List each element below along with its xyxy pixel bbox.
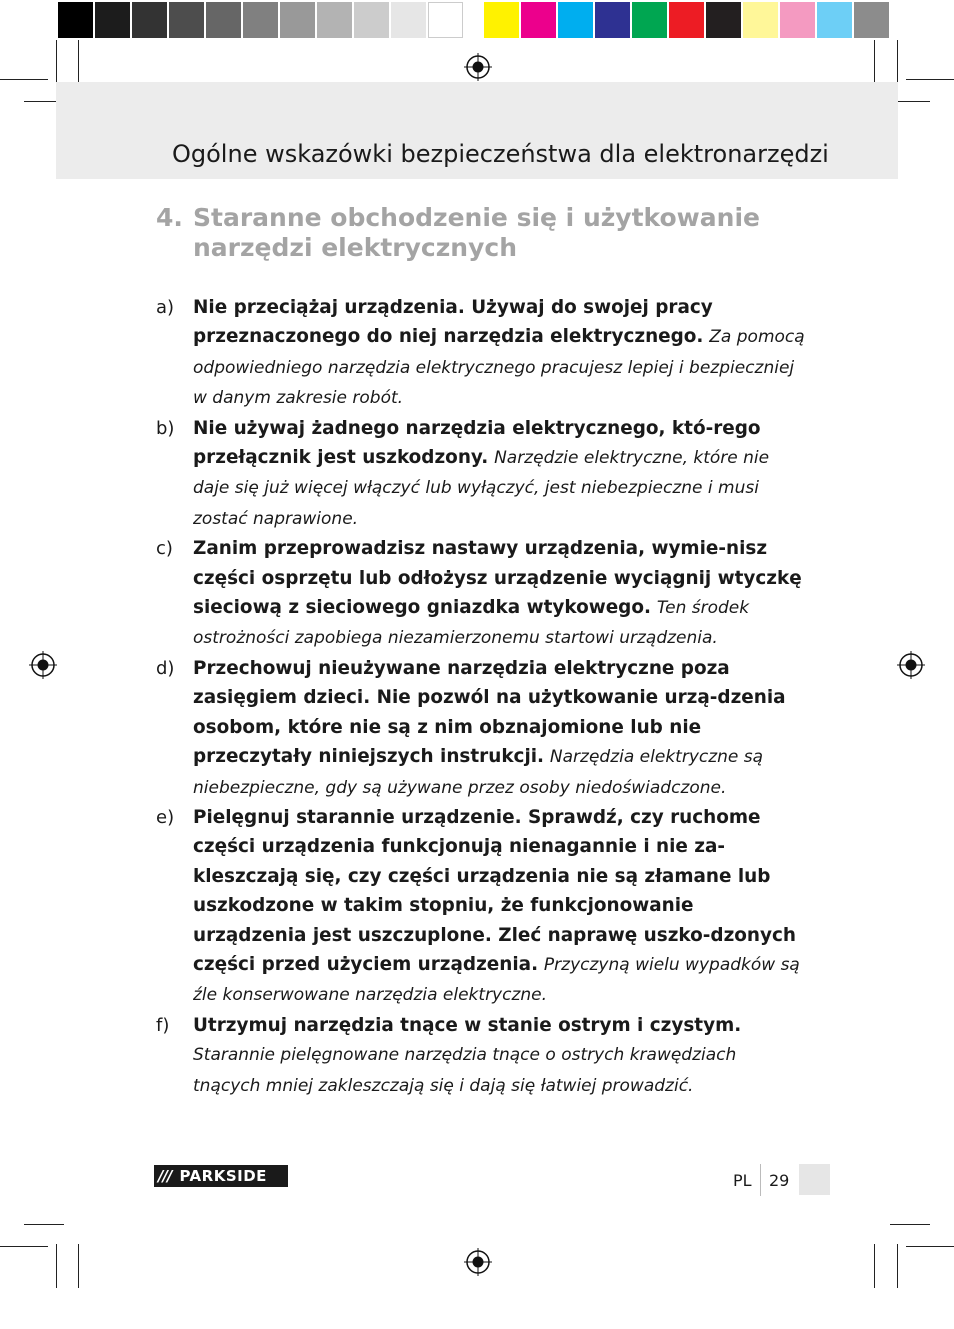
item-instruction: Przechowuj nieużywane narzędzia elektryczne poza zasięgiem dzieci. Nie pozwól na użytkowanie urzą-dzenia osobom, które nie są z nim obznajomione lub nie przeczytały niniejszych instrukcji.: [193, 657, 786, 768]
color-swatch: [854, 2, 889, 38]
color-swatch: [484, 2, 519, 38]
color-swatch: [780, 2, 815, 38]
section-number: 4.: [156, 203, 183, 232]
color-swatch: [521, 2, 556, 38]
registration-mark-icon: [464, 1248, 492, 1276]
gray-swatch: [317, 2, 352, 38]
item-instruction: Utrzymuj narzędzia tnące w stanie ostrym i czystym.: [193, 1014, 742, 1036]
logo-stripes-icon: ///: [158, 1167, 172, 1185]
list-item: [156, 654, 806, 803]
list-item: [156, 293, 806, 414]
gray-swatch: [58, 2, 93, 38]
color-calibration-bar: [484, 2, 889, 38]
list-item: [156, 534, 806, 654]
footer-divider: [760, 1164, 761, 1196]
item-instruction: Pielęgnuj starannie urządzenie. Sprawdź, czy ruchome części urządzenia funkcjonują nienagannie i nie za-kleszczają się, czy części urządzenia nie są złamane lub uszkodzone w takim stopniu, że funkcjonowanie urządzenia jest uszczuplone. Zleć naprawę uszko-dzonych części przed użyciem urządzenia.: [193, 806, 796, 975]
gray-swatch: [428, 2, 463, 38]
gray-swatch: [95, 2, 130, 38]
crop-mark: [890, 1224, 930, 1225]
item-instruction: Zanim przeprowadzisz nastawy urządzenia, wymie-nisz części osprzętu lub odłożysz urządzenie wyciągnij wtyczkę sieciową z sieciowego gniazdka wtykowego.: [193, 538, 802, 619]
crop-mark: [0, 79, 48, 80]
crop-mark: [78, 40, 79, 84]
gray-swatch: [169, 2, 204, 38]
item-explanation: Przyczyną wielu wypadków są źle konserwowane narzędzia elektryczne.: [193, 954, 800, 1006]
crop-mark: [874, 1244, 875, 1288]
section-title: Staranne obchodzenie się i użytkowanie narzędzi elektrycznych: [193, 203, 760, 262]
color-swatch: [595, 2, 630, 38]
item-label: e): [156, 806, 175, 828]
crop-mark: [906, 1246, 954, 1247]
item-label: b): [156, 417, 175, 439]
grayscale-calibration-bar: [58, 2, 463, 38]
color-swatch: [706, 2, 741, 38]
item-explanation: Starannie pielęgnowane narzędzia tnące o ostrych krawędziach tnących mniej zakleszczają się i dają się łatwiej prowadzić.: [193, 1045, 737, 1096]
gray-swatch: [391, 2, 426, 38]
item-instruction: Nie przeciążaj urządzenia. Używaj do swojej pracy przeznaczonego do niej narzędzia elektrycznego.: [193, 297, 713, 348]
item-label: a): [156, 297, 175, 318]
crop-mark: [56, 40, 57, 84]
gray-swatch: [132, 2, 167, 38]
item-instruction: Nie używaj żadnego narzędzia elektrycznego, któ-rego przełącznik jest uszkodzony.: [193, 417, 761, 469]
crop-mark: [24, 1224, 64, 1225]
crop-mark: [897, 40, 898, 84]
gray-swatch: [280, 2, 315, 38]
registration-mark-icon: [464, 53, 492, 81]
page-number: 29: [769, 1171, 790, 1190]
safety-instructions-list: [156, 293, 806, 1101]
list-item: [156, 1011, 806, 1101]
registration-mark-icon: [29, 651, 57, 679]
page-tab: [799, 1164, 830, 1195]
gray-swatch: [354, 2, 389, 38]
crop-mark: [56, 1244, 57, 1288]
color-swatch: [817, 2, 852, 38]
parkside-logo: [154, 1165, 288, 1187]
registration-mark-icon: [897, 651, 925, 679]
crop-mark: [0, 1246, 48, 1247]
list-item: [156, 414, 806, 535]
list-item: [156, 803, 806, 1011]
color-swatch: [558, 2, 593, 38]
page-header-title: Ogólne wskazówki bezpieczeństwa dla elektronarzędzi: [172, 140, 829, 168]
item-explanation: Ten środek ostrożności zapobiega niezamierzonemu startowi urządzenia.: [193, 598, 750, 649]
crop-mark: [897, 1244, 898, 1288]
item-explanation: Narzędzia elektryczne są niebezpieczne, gdy są używane przez osoby niedoświadczone.: [193, 747, 764, 798]
item-explanation: Za pomocą odpowiedniego narzędzia elektrycznego pracujesz lepiej i bezpieczniej w danym zakresie robót.: [193, 327, 805, 409]
color-swatch: [743, 2, 778, 38]
color-swatch: [632, 2, 667, 38]
crop-mark: [874, 40, 875, 84]
crop-mark: [906, 79, 954, 80]
color-swatch: [669, 2, 704, 38]
language-code: PL: [733, 1171, 752, 1190]
brand-name: PARKSIDE: [179, 1167, 267, 1185]
item-label: d): [156, 657, 175, 679]
gray-swatch: [206, 2, 241, 38]
gray-swatch: [243, 2, 278, 38]
crop-mark: [78, 1244, 79, 1288]
item-label: f): [156, 1014, 170, 1036]
item-label: c): [156, 538, 173, 560]
item-explanation: Narzędzie elektryczne, które nie daje się już więcej włączyć lub wyłączyć, jest niebezpieczne i musi zostać naprawione.: [193, 448, 770, 529]
